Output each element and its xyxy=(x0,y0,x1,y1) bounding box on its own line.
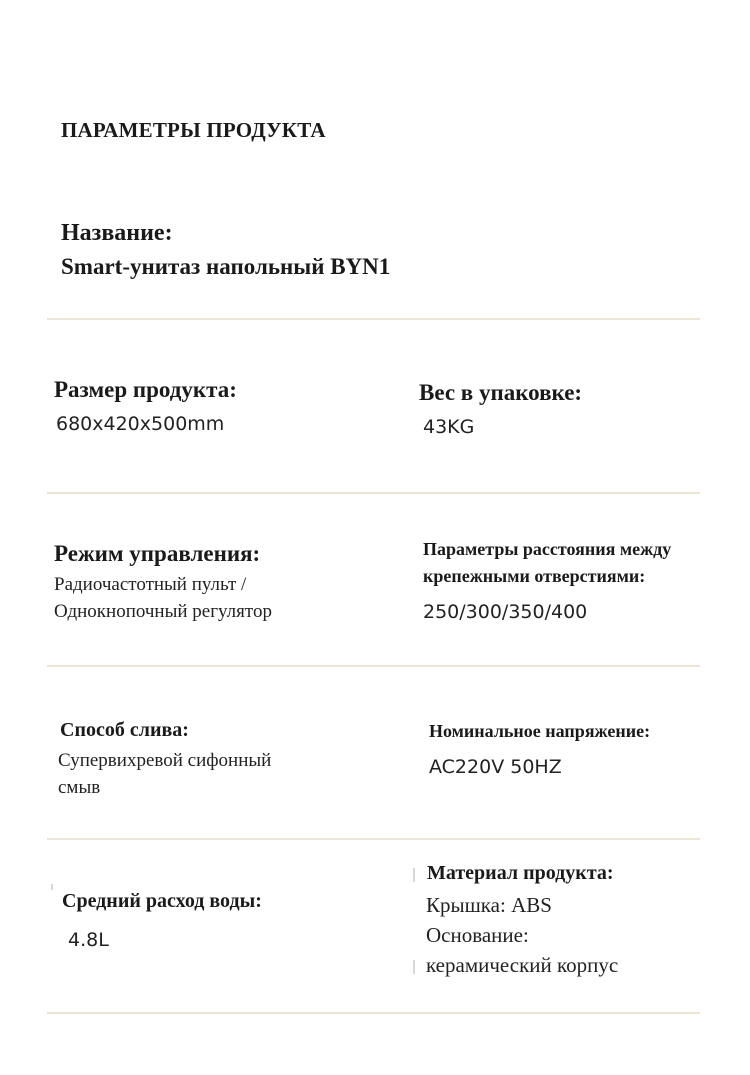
product-name-value: Smart-унитаз напольный BYN1 xyxy=(61,254,391,279)
holes-label-line1: Параметры расстояния между xyxy=(423,539,672,559)
water-value: 4.8L xyxy=(68,929,109,951)
divider xyxy=(47,665,700,667)
control-value-line2: Однокнопочный регулятор xyxy=(54,601,272,622)
divider xyxy=(47,838,700,840)
product-name-label: Название: xyxy=(61,220,173,246)
divider xyxy=(47,1012,700,1014)
voltage-value: AC220V 50HZ xyxy=(429,756,562,778)
material-value-line1: Крышка: ABS xyxy=(426,893,552,917)
decorative-mark xyxy=(413,960,415,974)
decorative-mark xyxy=(413,868,415,882)
size-label: Размер продукта: xyxy=(54,377,237,402)
divider xyxy=(47,318,700,320)
control-label: Режим управления: xyxy=(54,541,261,566)
flush-value-line2: смыв xyxy=(58,777,101,798)
flush-value-line1: Супервихревой сифонный xyxy=(58,750,272,771)
material-label: Материал продукта: xyxy=(427,862,614,884)
weight-value: 43KG xyxy=(423,416,475,438)
decorative-mark xyxy=(51,884,53,890)
weight-label: Вес в упаковке: xyxy=(419,380,583,405)
control-value-line1: Радиочастотный пульт / xyxy=(54,574,247,595)
flush-label: Способ слива: xyxy=(60,719,189,741)
holes-label-line2: крепежными отверстиями: xyxy=(423,566,646,586)
page-title: ПАРАМЕТРЫ ПРОДУКТА xyxy=(61,118,326,142)
voltage-label: Номинальное напряжение: xyxy=(429,721,651,741)
water-label: Средний расход воды: xyxy=(62,890,262,912)
material-value-line2: Основание: xyxy=(426,923,529,947)
size-value: 680x420x500mm xyxy=(56,413,225,435)
material-value-line3: керамический корпус xyxy=(426,953,619,977)
holes-value: 250/300/350/400 xyxy=(423,601,588,623)
divider xyxy=(47,492,700,494)
